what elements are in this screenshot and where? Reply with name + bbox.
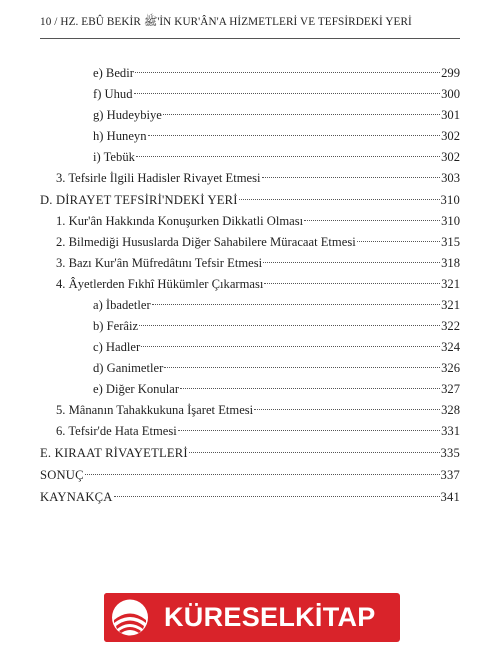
dot-leader	[178, 412, 440, 431]
toc-entry	[56, 416, 460, 438]
toc-entry	[93, 58, 460, 80]
toc-entry-title: f) Uhud	[93, 87, 133, 101]
dot-leader	[264, 265, 440, 284]
toc-entry-title: c) Hadler	[93, 340, 141, 354]
toc-entry-page: 335	[440, 446, 460, 460]
toc-entry	[56, 269, 460, 291]
publisher-logo-text: KÜRESELKİTAP	[164, 602, 376, 632]
toc-entry	[93, 142, 460, 164]
toc-entry	[56, 227, 460, 249]
toc-entry-title: 6. Tefsir'de Hata Etmesi	[56, 424, 177, 438]
dot-leader	[114, 478, 440, 497]
toc-entry-page: 318	[441, 256, 460, 270]
toc-entry	[93, 311, 460, 333]
toc-entry-page: 321	[441, 277, 460, 291]
toc-entry	[93, 121, 460, 143]
toc-entry-title: h) Huneyn	[93, 129, 147, 143]
running-header: 10 / HZ. EBÛ BEKİR ﷺ'İN KUR'ÂN'A HİZMETLERİ VE TEFSİRDEKİ YERİ	[40, 16, 412, 28]
toc-section-entry	[40, 438, 460, 460]
toc-entry-page: 324	[441, 340, 460, 354]
toc-entry	[56, 163, 460, 185]
dot-leader	[163, 96, 440, 115]
dot-leader	[254, 391, 440, 410]
toc-entry	[56, 248, 460, 270]
dot-leader	[85, 456, 440, 475]
toc-entry-page: 303	[441, 171, 460, 185]
dot-leader	[189, 434, 440, 453]
dot-leader	[262, 159, 441, 178]
toc-entry-page: 327	[441, 382, 460, 396]
toc-entry-title: b) Ferâiz	[93, 319, 139, 333]
header-rule	[40, 38, 460, 39]
toc-section-entry	[40, 482, 460, 504]
toc-entry-title: 2. Bilmediği Hususlarda Diğer Sahabilere Müracaat Etmesi	[56, 235, 356, 249]
toc-entry-title: 1. Kur'ân Hakkında Konuşurken Dikkatli Olması	[56, 214, 304, 228]
dot-leader	[357, 223, 440, 242]
toc-entry-page: 326	[441, 361, 460, 375]
toc-entry-page: 310	[441, 214, 460, 228]
publisher-logo	[104, 593, 400, 642]
toc-entry-title: i) Tebük	[93, 150, 135, 164]
dot-leader	[148, 117, 441, 136]
dot-leader	[141, 328, 440, 347]
dot-leader	[263, 244, 440, 263]
toc-entry-title: KAYNAKÇA	[40, 490, 113, 504]
toc-entry-page: 337	[440, 468, 460, 482]
dot-leader	[239, 181, 440, 200]
toc-entry-title: 3. Bazı Kur'ân Müfredâtını Tefsir Etmesi	[56, 256, 263, 270]
toc-entry-page: 302	[441, 150, 460, 164]
toc-entry	[56, 395, 460, 417]
toc-entry-title: e) Diğer Konular	[93, 382, 180, 396]
toc-section-entry	[40, 185, 460, 207]
toc-entry	[93, 353, 460, 375]
toc-entry-page: 331	[441, 424, 460, 438]
toc-entry-title: 5. Mânanın Tahakkukuna İşaret Etmesi	[56, 403, 254, 417]
toc-entry	[93, 332, 460, 354]
toc-entry-title: d) Ganimetler	[93, 361, 164, 375]
toc-entry-page: 328	[441, 403, 460, 417]
toc-entry	[93, 100, 460, 122]
dot-leader	[304, 202, 440, 221]
toc-entry-page: 341	[440, 490, 460, 504]
toc-entry-page: 302	[441, 129, 460, 143]
dot-leader	[135, 54, 440, 73]
toc-entry-title: E. KIRAAT RİVAYETLERİ	[40, 446, 188, 460]
toc-entry	[93, 79, 460, 101]
toc-entry-title: e) Bedir	[93, 66, 134, 80]
dot-leader	[180, 370, 440, 389]
toc-entry-title: D. DİRAYET TEFSİRİ'NDEKİ YERİ	[40, 193, 238, 207]
toc-entry-page: 299	[441, 66, 460, 80]
toc-entry-title: 4. Âyetlerden Fıkhî Hükümler Çıkarması	[56, 277, 264, 291]
toc-entry	[93, 374, 460, 396]
toc-section-entry	[40, 460, 460, 482]
dot-leader	[134, 75, 441, 94]
dot-leader	[164, 349, 440, 368]
globe-book-icon	[104, 593, 156, 642]
dot-leader	[136, 138, 440, 157]
dot-leader	[152, 286, 440, 305]
toc-entry	[93, 290, 460, 312]
toc-entry-page: 300	[441, 87, 460, 101]
toc-entry-title: a) İbadetler	[93, 298, 151, 312]
toc-entry-page: 315	[441, 235, 460, 249]
toc-entry	[56, 206, 460, 228]
toc-entry-title: SONUÇ	[40, 468, 84, 482]
toc-entry-title: g) Hudeybiye	[93, 108, 162, 122]
toc-entry-page: 310	[440, 193, 460, 207]
toc-entry-page: 322	[441, 319, 460, 333]
dot-leader	[139, 307, 440, 326]
toc-entry-title: 3. Tefsirle İlgili Hadisler Rivayet Etmesi	[56, 171, 261, 185]
toc-entry-page: 301	[441, 108, 460, 122]
toc-entry-page: 321	[441, 298, 460, 312]
